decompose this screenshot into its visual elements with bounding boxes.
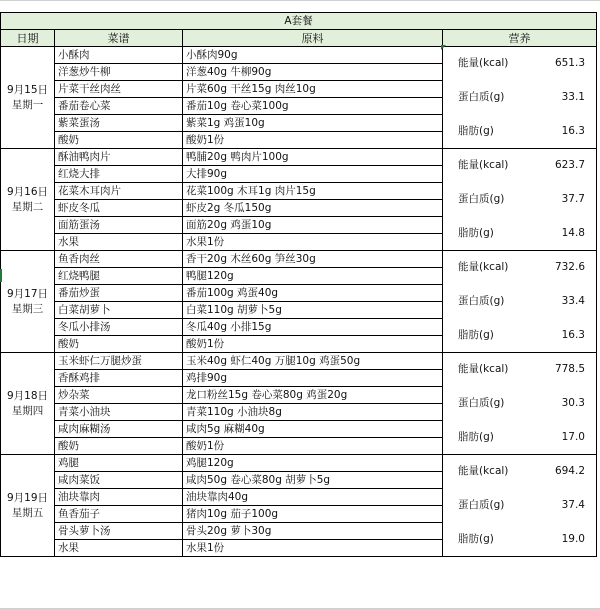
cell-comment-marker [441,45,446,50]
day-weekday: 星期一 [11,98,44,111]
day-date-cell [1,47,55,149]
day-date: 9月17日 [6,287,49,300]
header-date: 日期 [1,30,55,47]
nutrition-label: 能量(kcal) [458,57,509,70]
dish-name: 紫菜蛋汤 [55,115,183,132]
menu-table [0,12,597,557]
nutrition-cell [443,149,597,251]
table-row [1,455,597,472]
dish-ingredients: 番茄100g 鸡蛋40g [183,285,443,302]
dish-ingredients: 咸肉5g 麻糊40g [183,421,443,438]
nutrition-box [446,251,593,352]
dish-name: 骨头萝卜汤 [55,523,183,540]
dish-ingredients: 大排90g [183,166,443,183]
nutrition-line [452,321,587,349]
title-row [1,13,597,30]
nutrition-value: 732.6 [554,261,585,274]
day-weekday: 星期二 [11,200,44,213]
table-row [1,47,597,64]
nutrition-line [452,389,587,417]
dish-name: 冬瓜小排汤 [55,319,183,336]
dish-name: 面筋蛋汤 [55,217,183,234]
nutrition-label: 能量(kcal) [458,465,509,478]
day-date: 9月18日 [6,389,49,402]
nutrition-box [446,47,593,148]
day-weekday: 星期三 [11,302,44,315]
day-date: 9月15日 [6,83,49,96]
nutrition-box [446,455,593,556]
nutrition-label: 能量(kcal) [458,159,509,172]
nutrition-label: 脂肪(g) [458,226,494,239]
day-date-cell [1,149,55,251]
dish-name: 鱼香茄子 [55,506,183,523]
dish-ingredients: 酸奶1份 [183,438,443,455]
nutrition-value: 14.8 [561,226,585,239]
dish-name: 花菜木耳肉片 [55,183,183,200]
nutrition-cell [443,455,597,557]
nutrition-value: 17.0 [561,430,585,443]
nutrition-label: 脂肪(g) [458,430,494,443]
header-row [1,30,597,47]
dish-name: 小酥肉 [55,47,183,64]
nutrition-line [452,83,587,111]
nutrition-label: 脂肪(g) [458,328,494,341]
dish-name: 酸奶 [55,132,183,149]
dish-ingredients: 咸肉50g 卷心菜80g 胡萝卜5g [183,472,443,489]
table-row [1,353,597,370]
dish-ingredients: 面筋20g 鸡蛋10g [183,217,443,234]
dish-ingredients: 骨头20g 萝卜30g [183,523,443,540]
nutrition-cell [443,47,597,149]
dish-name: 玉米虾仁万腿炒蛋 [55,353,183,370]
dish-ingredients: 鸭腿120g [183,268,443,285]
dish-ingredients: 青菜110g 小油块8g [183,404,443,421]
day-weekday: 星期四 [11,404,44,417]
dish-ingredients: 虾皮2g 冬瓜150g [183,200,443,217]
dish-name: 炒杂菜 [55,387,183,404]
nutrition-label: 蛋白质(g) [458,396,505,409]
dish-ingredients: 片菜60g 干丝15g 肉丝10g [183,81,443,98]
day-date: 9月16日 [6,185,49,198]
dish-ingredients: 猪肉10g 茄子100g [183,506,443,523]
dish-name: 水果 [55,234,183,251]
dish-name: 红烧大排 [55,166,183,183]
dish-name: 虾皮冬瓜 [55,200,183,217]
nutrition-line [452,117,587,145]
nutrition-line [452,525,587,553]
nutrition-line [452,254,587,282]
dish-name: 番茄卷心菜 [55,98,183,115]
grid-line-top [0,0,600,1]
dish-ingredients: 水果1份 [183,540,443,557]
nutrition-value: 778.5 [554,363,585,376]
dish-name: 白菜胡萝卜 [55,302,183,319]
dish-name: 油块靠肉 [55,489,183,506]
nutrition-value: 623.7 [554,159,585,172]
nutrition-value: 19.0 [561,532,585,545]
dish-ingredients: 冬瓜40g 小排15g [183,319,443,336]
nutrition-label: 能量(kcal) [458,363,509,376]
nutrition-label: 脂肪(g) [458,532,494,545]
dish-name: 青菜小油块 [55,404,183,421]
header-dish: 菜谱 [55,30,183,47]
nutrition-line [452,50,587,78]
dish-ingredients: 香干20g 木丝60g 笋丝30g [183,251,443,268]
dish-ingredients: 鸭脯20g 鸭肉片100g [183,149,443,166]
nutrition-value: 37.4 [561,498,585,511]
day-date-cell [1,353,55,455]
day-date: 9月19日 [6,491,49,504]
dish-name: 咸肉菜饭 [55,472,183,489]
dish-name: 洋葱炒牛柳 [55,64,183,81]
nutrition-line [452,491,587,519]
table-row [1,149,597,166]
menu-body [1,47,597,557]
dish-name: 咸肉麻糊汤 [55,421,183,438]
dish-ingredients: 玉米40g 虾仁40g 万腿10g 鸡蛋50g [183,353,443,370]
dish-ingredients: 洋葱40g 牛柳90g [183,64,443,81]
nutrition-label: 蛋白质(g) [458,294,505,307]
nutrition-line [452,423,587,451]
nutrition-line [452,152,587,180]
dish-ingredients: 油块靠肉40g [183,489,443,506]
dish-name: 酸奶 [55,336,183,353]
nutrition-label: 蛋白质(g) [458,90,505,103]
nutrition-box [446,353,593,454]
nutrition-value: 33.4 [561,294,585,307]
dish-ingredients: 酸奶1份 [183,132,443,149]
nutrition-value: 651.3 [554,57,585,70]
dish-name: 水果 [55,540,183,557]
nutrition-label: 蛋白质(g) [458,192,505,205]
dish-name: 酸奶 [55,438,183,455]
dish-ingredients: 水果1份 [183,234,443,251]
header-nutrition: 营养 [443,30,597,47]
dish-ingredients: 酸奶1份 [183,336,443,353]
nutrition-label: 能量(kcal) [458,261,509,274]
nutrition-cell [443,251,597,353]
dish-name: 香酥鸡排 [55,370,183,387]
nutrition-value: 694.2 [554,465,585,478]
nutrition-value: 30.3 [561,396,585,409]
day-date-cell [1,455,55,557]
dish-ingredients: 小酥肉90g [183,47,443,64]
nutrition-value: 37.7 [561,192,585,205]
nutrition-box [446,149,593,250]
dish-ingredients: 白菜110g 胡萝卜5g [183,302,443,319]
header-ingredients: 原料 [183,30,443,47]
dish-ingredients: 鸡腿120g [183,455,443,472]
dish-name: 红烧鸭腿 [55,268,183,285]
row-selection-marker [0,269,2,282]
menu-title: A套餐 [1,13,597,30]
dish-ingredients: 龙口粉丝15g 卷心菜80g 鸡蛋20g [183,387,443,404]
dish-ingredients: 紫菜1g 鸡蛋10g [183,115,443,132]
nutrition-line [452,219,587,247]
dish-ingredients: 番茄10g 卷心菜100g [183,98,443,115]
nutrition-label: 蛋白质(g) [458,498,505,511]
nutrition-line [452,458,587,486]
nutrition-value: 16.3 [561,328,585,341]
dish-name: 鱼香肉丝 [55,251,183,268]
dish-name: 鸡腿 [55,455,183,472]
dish-ingredients: 花菜100g 木耳1g 肉片15g [183,183,443,200]
nutrition-value: 33.1 [561,90,585,103]
nutrition-line [452,287,587,315]
dish-ingredients: 鸡排90g [183,370,443,387]
nutrition-value: 16.3 [561,124,585,137]
nutrition-line [452,185,587,213]
day-weekday: 星期五 [11,506,44,519]
nutrition-line [452,356,587,384]
nutrition-cell [443,353,597,455]
table-row [1,251,597,268]
dish-name: 番茄炒蛋 [55,285,183,302]
nutrition-label: 脂肪(g) [458,124,494,137]
dish-name: 片菜干丝肉丝 [55,81,183,98]
day-date-cell [1,251,55,353]
dish-name: 酥油鸭肉片 [55,149,183,166]
